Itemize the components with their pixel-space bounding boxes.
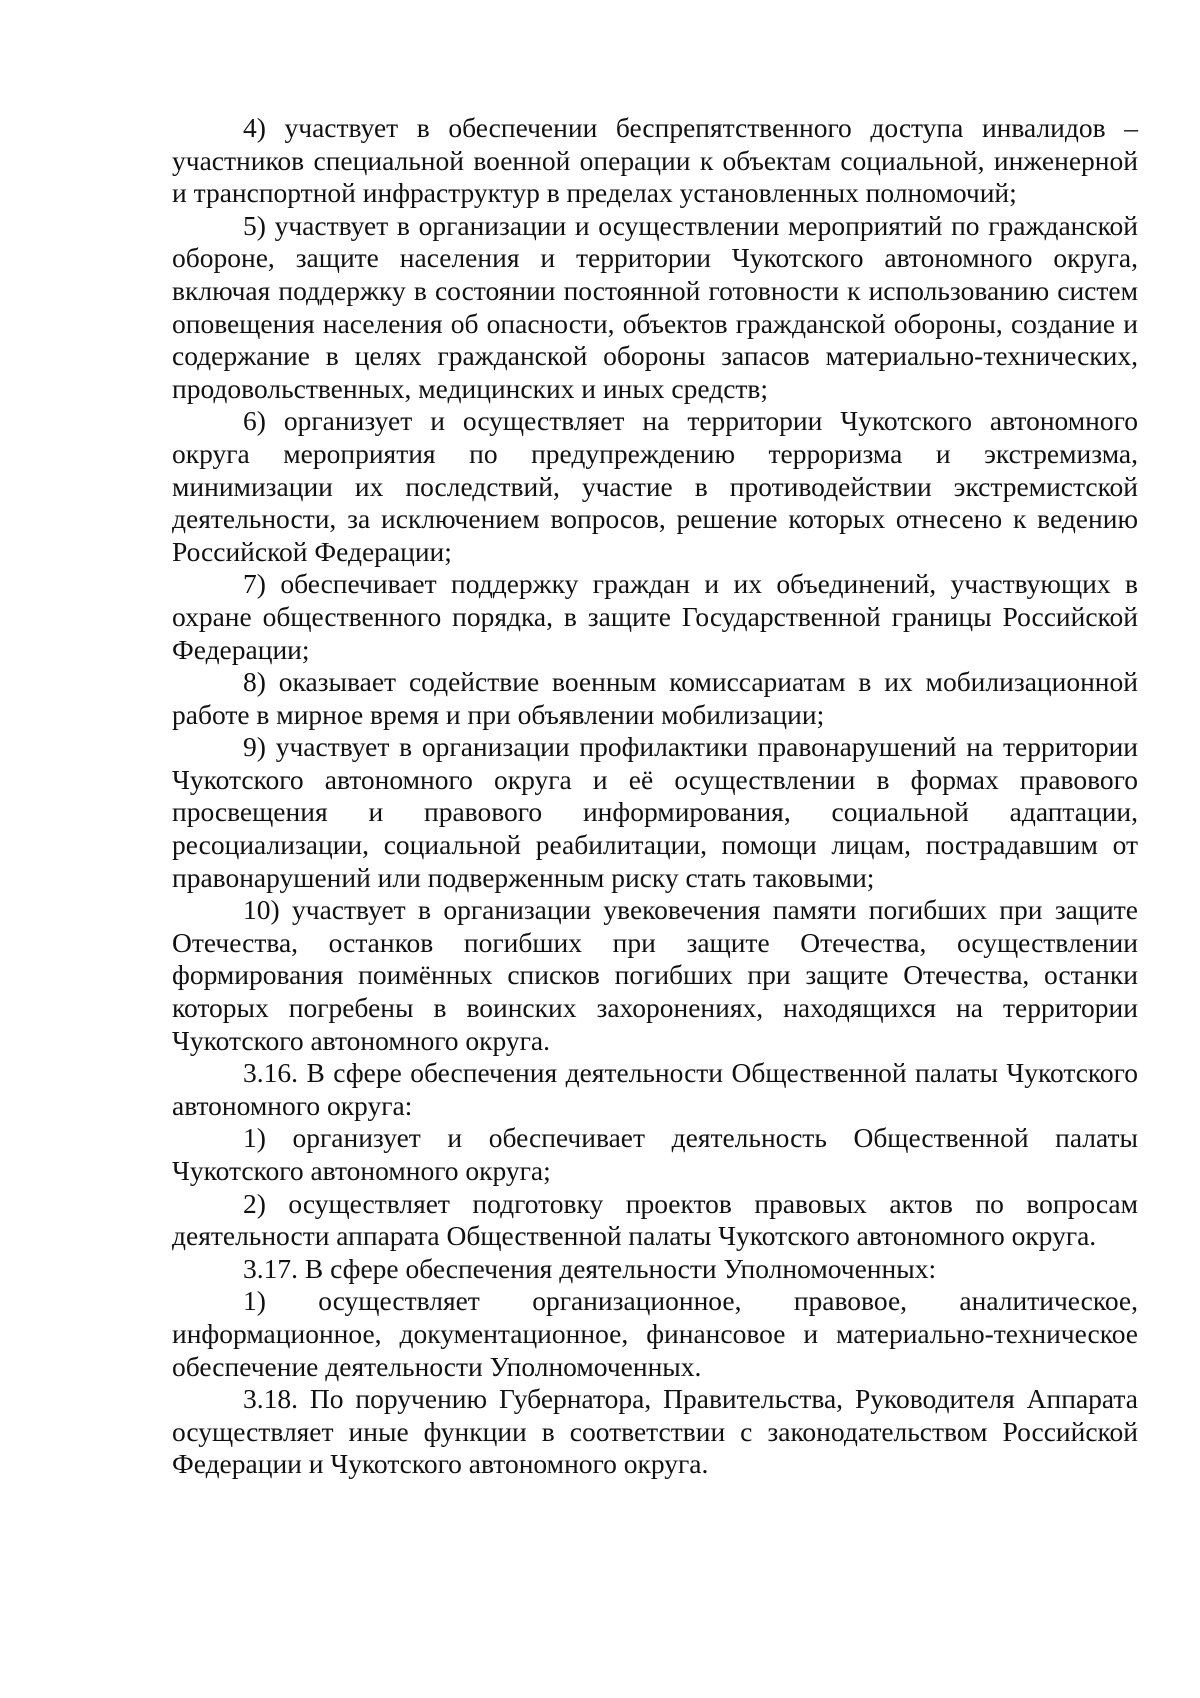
paragraph-item-6: 6) организует и осуществляет на территории Чукотского автономного округа мероприятия по предупреждению терроризма и экстремизма, минимизации их последствий, участие в противодействии экстремистской деятельности, за исключением вопросов, решение которых отнесено к ведению Российской Федерации; xyxy=(172,405,1138,567)
section-3-17-item-1: 1) осуществляет организационное, правовое, аналитическое, информационное, документационное, финансовое и материально-техническое обеспечение деятельности Уполномоченных. xyxy=(172,1285,1138,1382)
paragraph-item-4: 4) участвует в обеспечении беспрепятственного доступа инвалидов – участников специальной военной операции к объектам социальной, инженерной и транспортной инфраструктур в пределах установленных полномочий; xyxy=(172,112,1138,209)
paragraph-item-10: 10) участвует в организации увековечения памяти погибших при защите Отечества, останков погибших при защите Отечества, осуществлении формирования поимённых списков погибших при защите Отечества, останки которых погребены в воинских захоронениях, находящихся на территории Чукотского автономного округа. xyxy=(172,894,1138,1056)
paragraph-item-7: 7) обеспечивает поддержку граждан и их объединений, участвующих в охране общественного порядка, в защите Государственной границы Российской Федерации; xyxy=(172,568,1138,665)
section-3-18-paragraph: 3.18. По поручению Губернатора, Правительства, Руководителя Аппарата осуществляет иные функции в соответствии с законодательством Российской Федерации и Чукотского автономного округа. xyxy=(172,1383,1138,1480)
section-3-17-heading: 3.17. В сфере обеспечения деятельности Уполномоченных: xyxy=(243,1252,937,1284)
section-3-16-heading: 3.16. В сфере обеспечения деятельности Общественной палаты Чукотского автономного округа: xyxy=(172,1057,1138,1121)
section-3-16-item-1: 1) организует и обеспечивает деятельность Общественной палаты Чукотского автономного округа; xyxy=(172,1122,1138,1186)
paragraph-item-5: 5) участвует в организации и осуществлении мероприятий по гражданской обороне, защите населения и территории Чукотского автономного округа, включая поддержку в состоянии постоянной готовности к использованию систем оповещения населения об опасности, объектов гражданской обороны, создание и содержание в целях гражданской обороны запасов материально-технических, продовольственных, медицинских и иных средств; xyxy=(172,209,1138,404)
paragraph-item-9: 9) участвует в организации профилактики правонарушений на территории Чукотского автономного округа и её осуществлении в формах правового просвещения и правового информирования, социальной адаптации, ресоциализации, социальной реабилитации, помощи лицам, пострадавшим от правонарушений или подверженным риску стать таковыми; xyxy=(172,731,1138,893)
document-page xyxy=(172,112,1138,1481)
paragraph-item-8: 8) оказывает содействие военным комиссариатам в их мобилизационной работе в мирное время и при объявлении мобилизации; xyxy=(172,666,1138,730)
section-3-16-item-2: 2) осуществляет подготовку проектов правовых актов по вопросам деятельности аппарата Общественной палаты Чукотского автономного округа. xyxy=(172,1187,1138,1252)
